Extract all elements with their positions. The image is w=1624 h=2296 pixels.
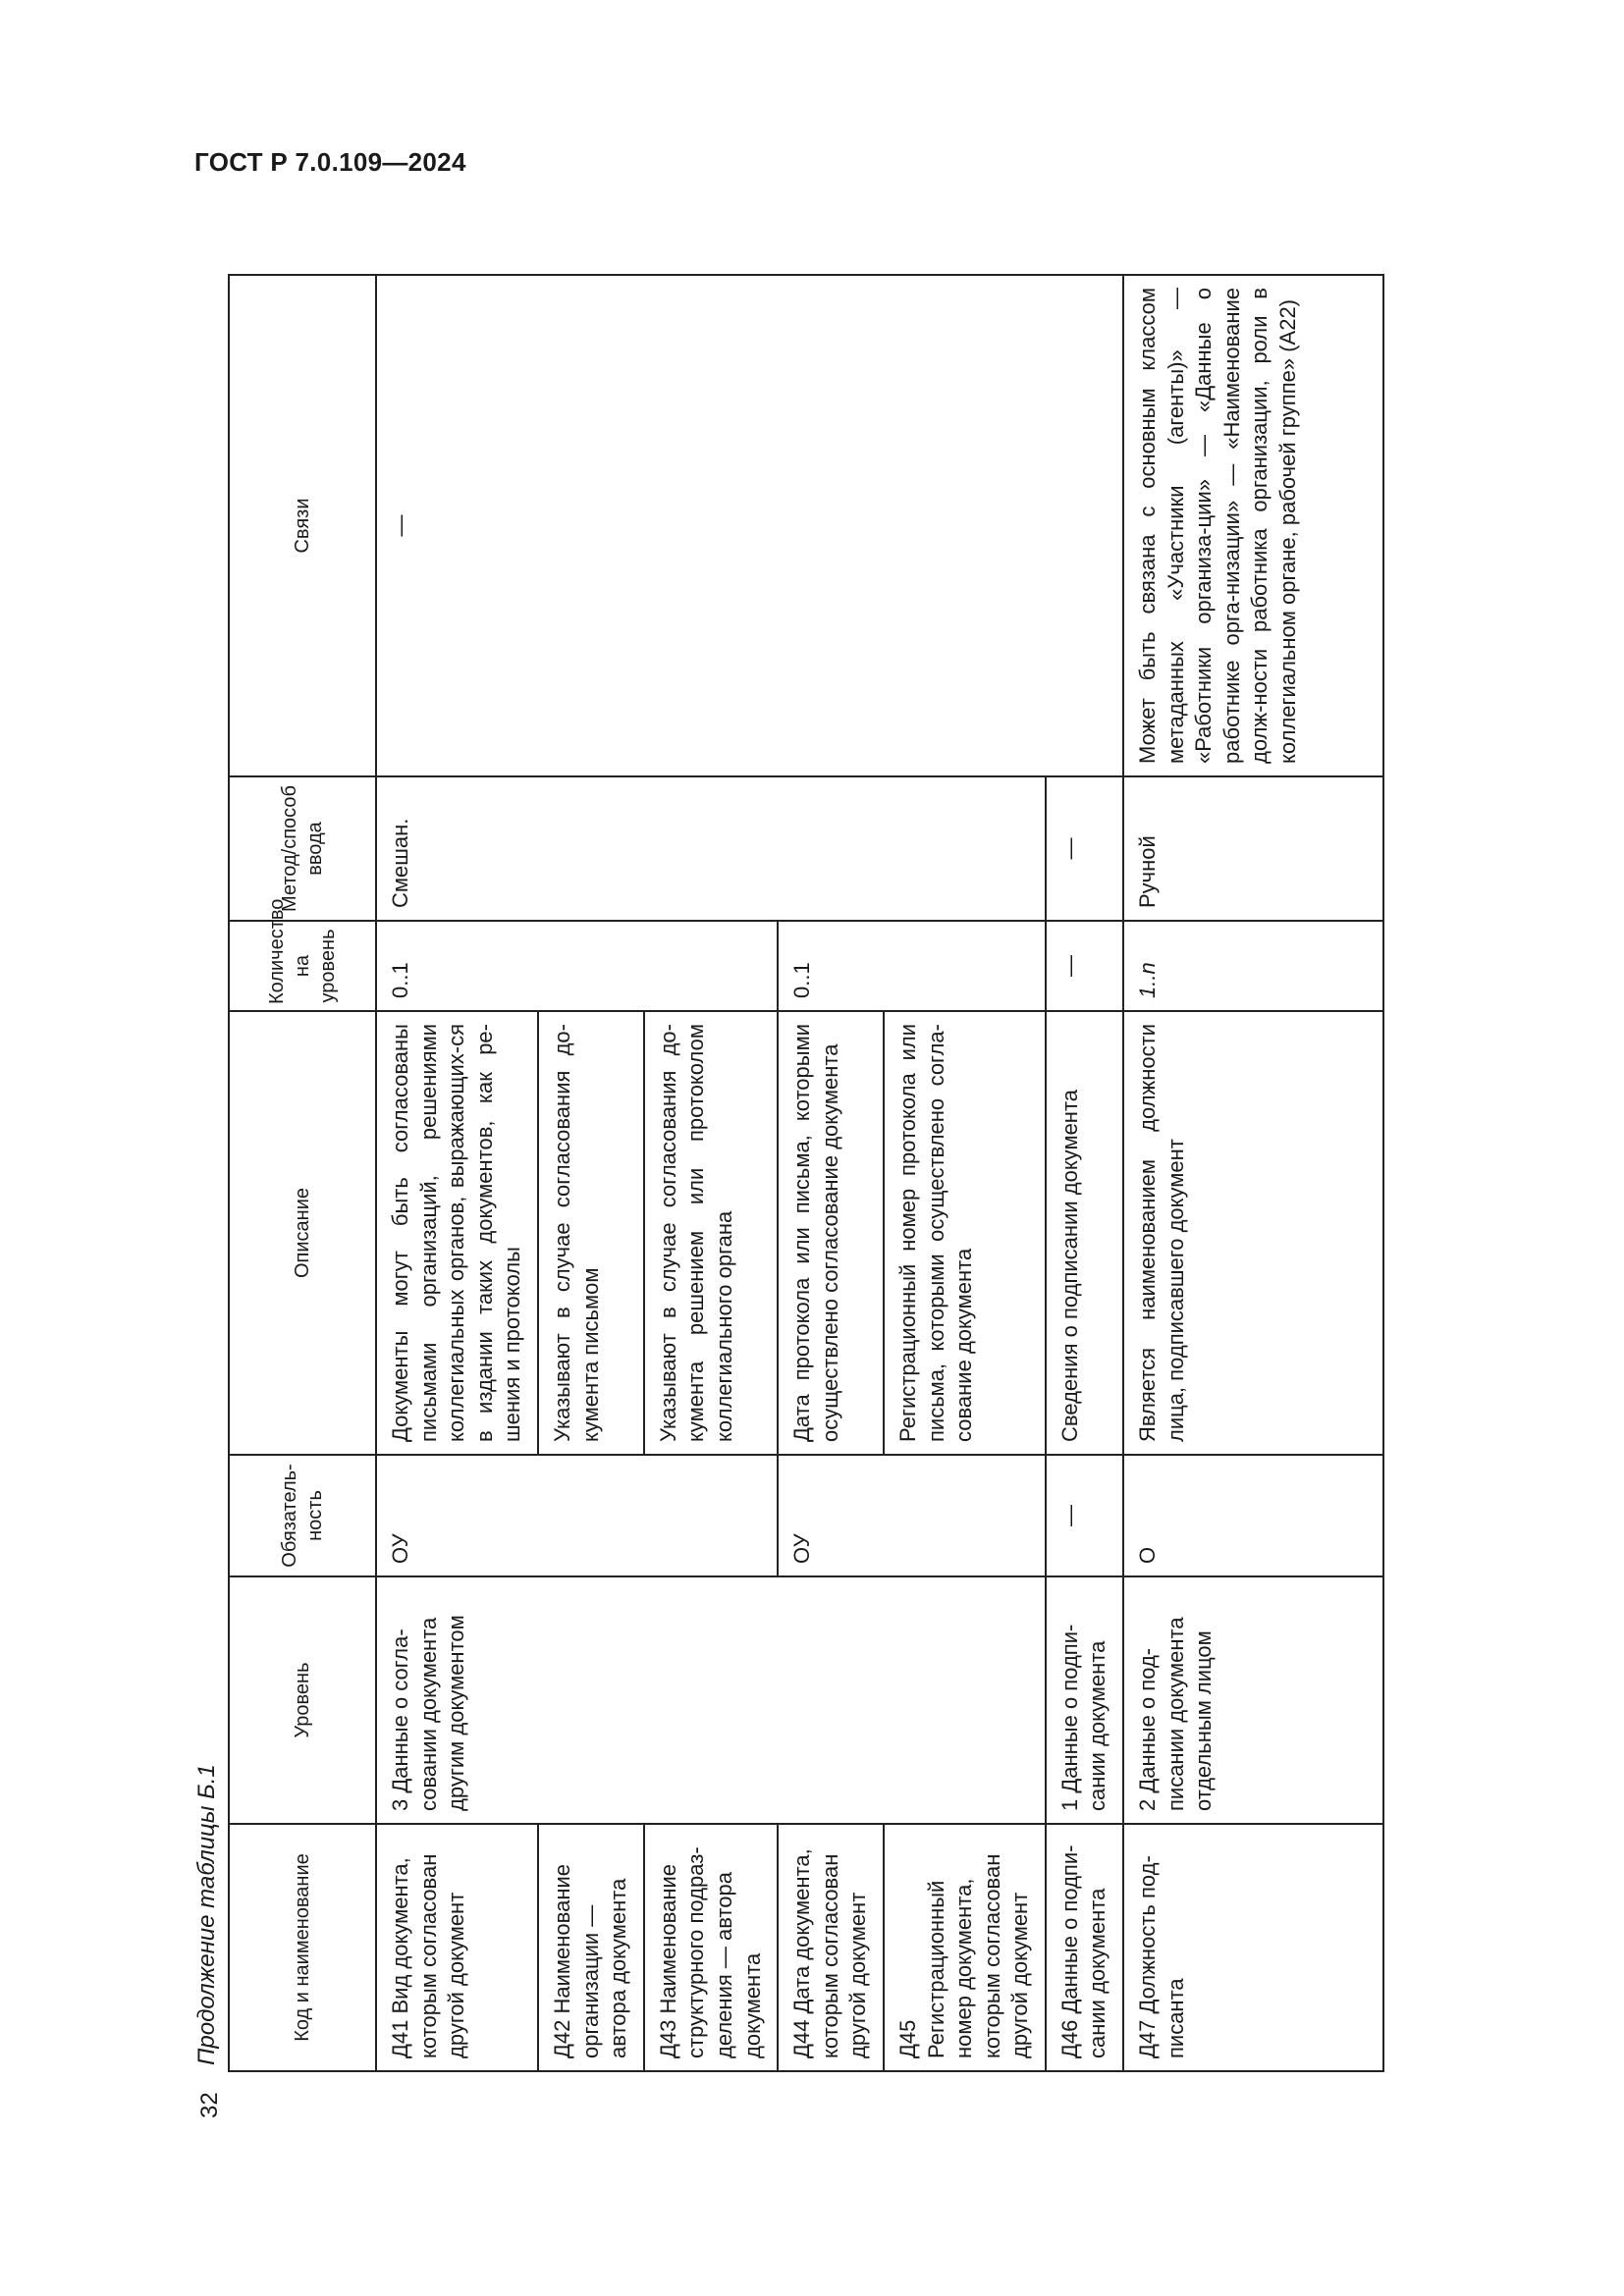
table-row: [1046, 275, 1123, 2071]
cell-links: [644, 275, 778, 776]
page-number: 32: [196, 2092, 223, 2118]
cell-code: Д44 Дата документа, которым согласован другой документ: [778, 1824, 884, 2071]
cell-level: 1 Данные о подпи-сании документа: [1046, 1576, 1123, 1824]
cell-method: Смешан.: [376, 776, 538, 921]
column-header-links: Связи: [229, 275, 376, 776]
table-row: [1123, 275, 1383, 2071]
cell-method: [644, 776, 778, 921]
cell-links: [884, 275, 1046, 776]
cell-links: —: [376, 275, 538, 776]
column-header-code: Код и наименование: [229, 1824, 376, 2071]
table-row: [644, 275, 778, 2071]
cell-obligation: ОУ: [778, 1455, 884, 1576]
table-row: [376, 275, 538, 2071]
cell-obligation: ОУ: [376, 1455, 538, 1576]
cell-level: [778, 1576, 884, 1824]
table-caption: Продолжение таблицы Б.1: [193, 1764, 220, 2065]
cell-code: Д43 Наименование структурного подраз-деления — автора документа: [644, 1824, 778, 2071]
cell-description: Сведения о подписании документа: [1046, 1011, 1123, 1455]
cell-level: [644, 1576, 778, 1824]
cell-links: [1046, 275, 1123, 776]
table-row: [538, 275, 644, 2071]
metadata-table: [228, 274, 1384, 2072]
cell-quantity: 0..1: [376, 921, 538, 1011]
cell-links: [538, 275, 644, 776]
cell-quantity: [538, 921, 644, 1011]
cell-level: [538, 1576, 644, 1824]
cell-method: —: [1046, 776, 1123, 921]
cell-method: Ручной: [1123, 776, 1383, 921]
cell-quantity: 1..n: [1123, 921, 1383, 1011]
cell-code: Д42 Наименование организации — автора документа: [538, 1824, 644, 2071]
table-row: [884, 275, 1046, 2071]
cell-obligation: [644, 1455, 778, 1576]
table-row: [778, 275, 884, 2071]
column-header-description: Описание: [229, 1011, 376, 1455]
cell-quantity: [884, 921, 1046, 1011]
cell-level: [884, 1576, 1046, 1824]
cell-description: Документы могут быть согласованы письмами организаций, решениями коллегиальных органов, выражающих-ся в издании таких документов, как ре-шения и протоколы: [376, 1011, 538, 1455]
cell-description: Указывают в случае согласования до-кумента решением или протоколом коллегиального органа: [644, 1011, 778, 1455]
cell-links: [778, 275, 884, 776]
cell-level: 2 Данные о под-писании документа отдельным лицом: [1123, 1576, 1383, 1824]
column-header-level: Уровень: [229, 1576, 376, 1824]
cell-quantity: —: [1046, 921, 1123, 1011]
cell-code: Д46 Данные о подпи-сании документа: [1046, 1824, 1123, 2071]
cell-method: [538, 776, 644, 921]
column-header-quantity: Количество на уровень: [229, 921, 376, 1011]
cell-obligation: —: [1046, 1455, 1123, 1576]
cell-code: Д41 Вид документа, которым согласован другой документ: [376, 1824, 538, 2071]
cell-description: Регистрационный номер протокола или письма, которыми осуществлено согла-сование документа: [884, 1011, 1046, 1455]
cell-method: [884, 776, 1046, 921]
cell-code: Д45 Регистрационный номер документа, которым согласован другой документ: [884, 1824, 1046, 2071]
cell-code: Д47 Должность под-писанта: [1123, 1824, 1383, 2071]
cell-obligation: [884, 1455, 1046, 1576]
cell-links: Может быть связана с основным классом метаданных «Участники (агенты)» — «Работники организа-ции» — «Данные о работнике орга-низации» — «Наименование долж-ности работника организации, роли в коллегиальном органе, рабочей группе» (А22): [1123, 275, 1383, 776]
column-header-method: Метод/способ ввода: [229, 776, 376, 921]
cell-obligation: [538, 1455, 644, 1576]
cell-level: 3 Данные о согла-совании документа другим документом: [376, 1576, 538, 1824]
cell-description: Дата протокола или письма, которыми осуществлено согласование документа: [778, 1011, 884, 1455]
column-header-obligation: Обязатель-ность: [229, 1455, 376, 1576]
cell-description: Указывают в случае согласования до-кумента письмом: [538, 1011, 644, 1455]
rotated-page-content: [0, 288, 1624, 2296]
cell-method: [778, 776, 884, 921]
cell-quantity: [644, 921, 778, 1011]
cell-quantity: 0..1: [778, 921, 884, 1011]
table-header-row: [229, 275, 376, 2071]
document-header: ГОСТ Р 7.0.109—2024: [194, 147, 466, 177]
cell-description: Является наименованием должности лица, подписавшего документ: [1123, 1011, 1383, 1455]
cell-obligation: О: [1123, 1455, 1383, 1576]
